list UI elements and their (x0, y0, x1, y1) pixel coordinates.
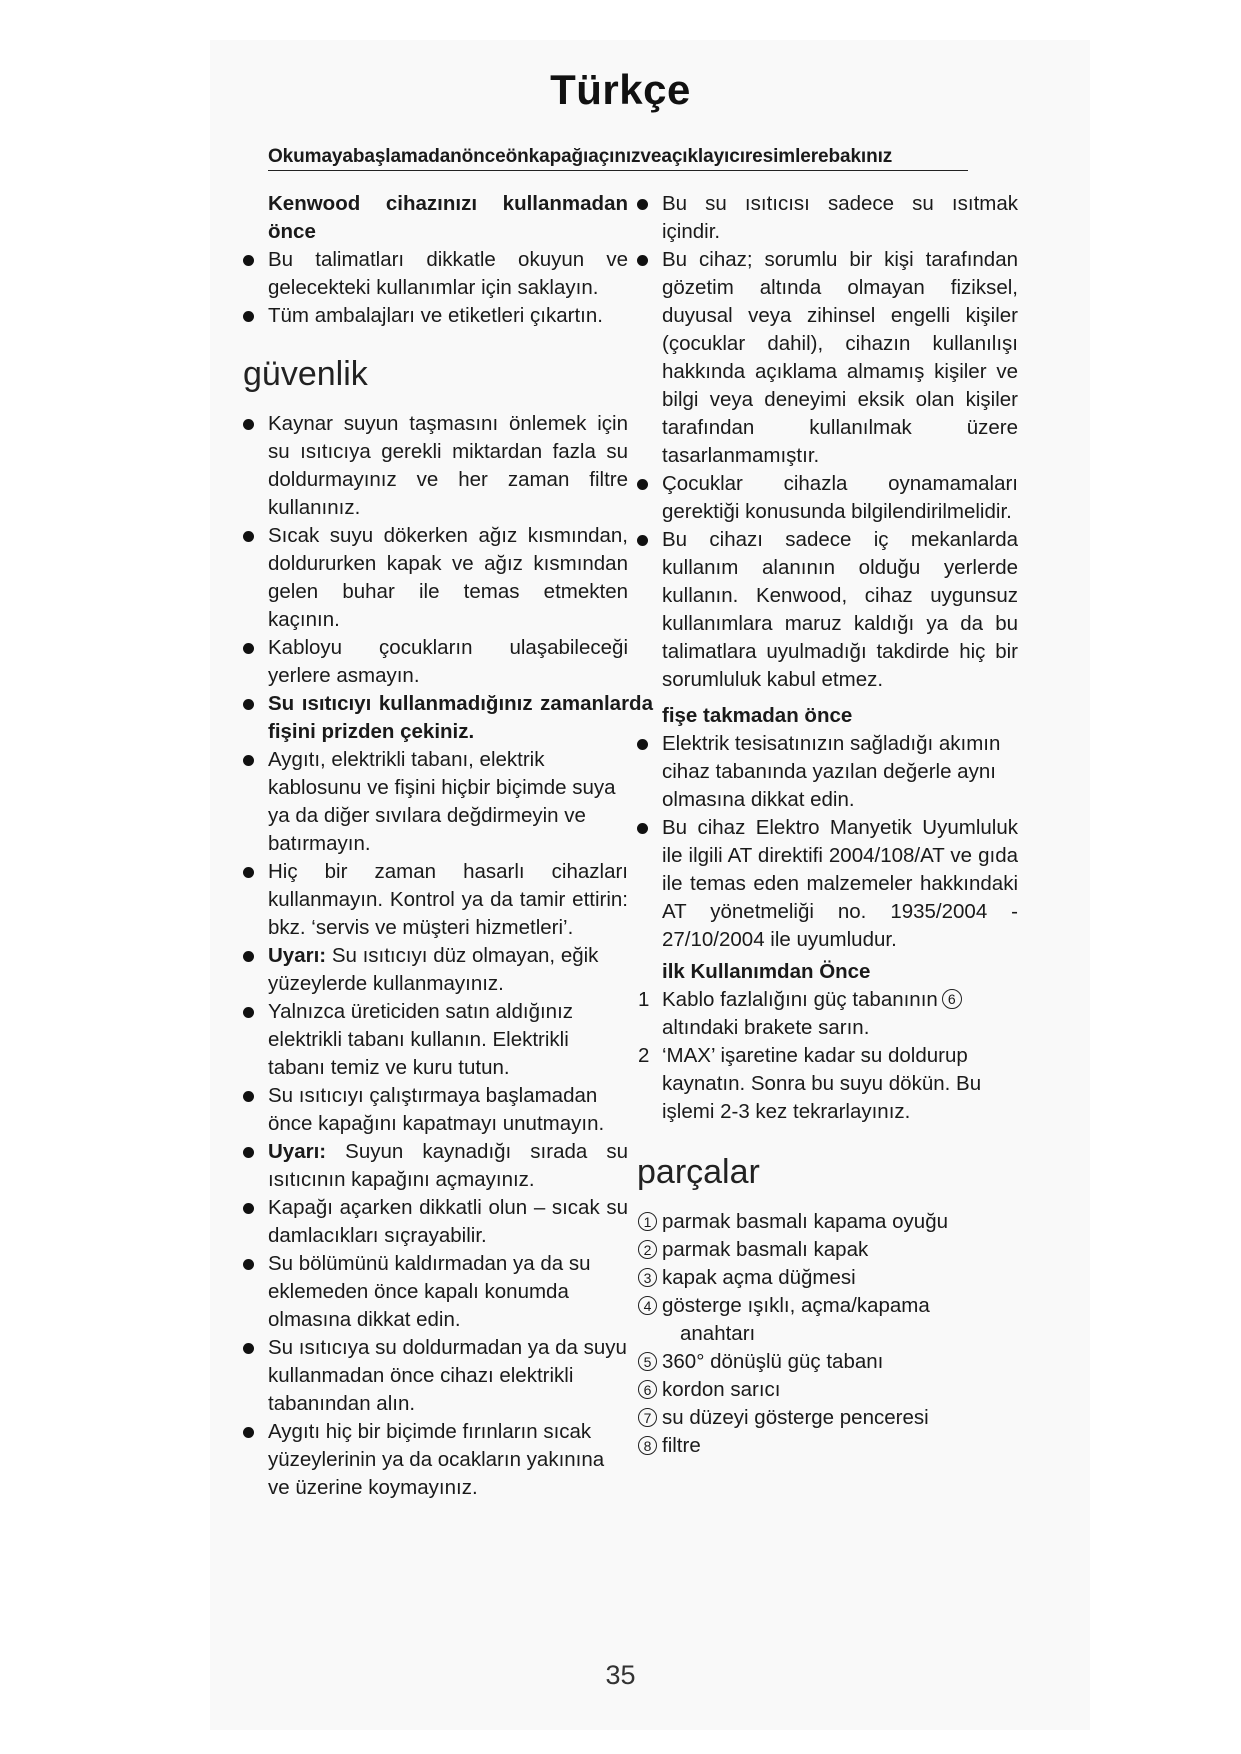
bullet-icon (243, 1343, 254, 1354)
parts-heading: parçalar (637, 1153, 760, 1191)
part-item: 4 gösterge ışıklı, açma/kapama anahtarı (662, 1292, 1018, 1348)
part-item: 6 kordon sarıcı (662, 1376, 1018, 1404)
part-item: 8 filtre (662, 1432, 1018, 1460)
before-plugging-heading: fişe takmadan önce (662, 704, 853, 727)
part-reference: 6 (942, 989, 962, 1009)
bullet-icon (243, 951, 254, 962)
list-item: Bu talimatları dikkatle okuyun ve gelecekteki kullanımlar için saklayın. (268, 246, 628, 302)
list-item: Bu cihaz; sorumlu bir kişi tarafından gözetim altında olmayan fiziksel, duyusal veya zihinsel engelli kişiler (çocuklar dahil), cihazın kullanılışı hakkında açıklama almamış kişiler ve bilgi veya deneyimi eksik olan kişiler tarafından kullanılmak üzere tasarlanmamıştır. (662, 246, 1018, 470)
list-item: Kabloyu çocukların ulaşabileceği yerlere asmayın. (268, 634, 628, 690)
step-number: 2 (638, 1044, 650, 1067)
part-number: 6 (638, 1380, 657, 1399)
part-item: 7 su düzeyi gösterge penceresi (662, 1404, 1018, 1432)
bullet-icon (243, 1147, 254, 1158)
part-number: 7 (638, 1408, 657, 1427)
part-item: 1 parmak basmalı kapama oyuğu (662, 1208, 1018, 1236)
bullet-icon (243, 1007, 254, 1018)
list-item: Su ısıtıcıyı çalıştırmaya başlamadan önce kapağını kapatmayı unutmayın. (268, 1082, 628, 1138)
first-use-heading: ilk Kullanımdan Önce (662, 960, 871, 983)
list-item: Çocuklar cihazla oynamamaları gerektiği konusunda bilgilendirilmelidir. (662, 470, 1018, 526)
list-item: Aygıtı, elektrikli tabanı, elektrik kablosunu ve fişini hiçbir biçimde suya ya da diğer sıvılara değdirmeyin ve batırmayın. (268, 746, 628, 858)
part-number: 2 (638, 1240, 657, 1259)
parts-list (643, 1208, 1018, 1460)
bullet-icon (243, 699, 254, 710)
part-item: 5 360° dönüşlü güç tabanı (662, 1348, 1018, 1376)
right-column (637, 190, 1018, 1460)
list-item: Tüm ambalajları ve etiketleri çıkartın. (268, 302, 628, 330)
step-item: 1 Kablo fazlalığını güç tabanının 6 altındaki brakete sarın. (662, 986, 1018, 1042)
bullet-icon (637, 739, 648, 750)
bullet-icon (243, 1259, 254, 1270)
list-item: Su ısıtıcıyı kullanmadığınız zamanlarda fişini prizden çekiniz. (268, 690, 653, 746)
bullet-icon (243, 1091, 254, 1102)
bullet-icon (243, 1427, 254, 1438)
before-use-heading: Kenwood cihazınızı kullanmadan önce (268, 192, 628, 243)
list-item: Aygıtı hiç bir biçimde fırınların sıcak yüzeylerinin ya da ocakların yakınına ve üzerine koymayınız. (268, 1418, 628, 1502)
step-item: 2 ‘MAX’ işaretine kadar su doldurup kaynatın. Sonra bu suyu dökün. Bu işlemi 2-3 kez tekrarlayınız. (638, 1044, 982, 1123)
bullet-icon (637, 479, 648, 490)
bullet-icon (243, 531, 254, 542)
list-item: Bu su ısıtıcısı sadece su ısıtmak içindir. (662, 190, 1018, 246)
list-item: Su bölümünü kaldırmadan ya da su eklemeden önce kapalı konumda olmasına dikkat edin. (268, 1250, 628, 1334)
part-number: 4 (638, 1296, 657, 1315)
list-item: Hiç bir zaman hasarlı cihazları kullanmayın. Kontrol ya da tamir ettirin: bkz. ‘servis ve müşteri hizmetleri’. (268, 858, 628, 942)
part-item: 3 kapak açma düğmesi (662, 1264, 1018, 1292)
page-number: 35 (605, 1660, 636, 1690)
bullet-icon (243, 867, 254, 878)
part-item: 2 parmak basmalı kapak (662, 1236, 1018, 1264)
step-number: 1 (638, 988, 650, 1011)
bullet-icon (243, 419, 254, 430)
list-item: Elektrik tesisatınızın sağladığı akımın cihaz tabanında yazılan değerle aynı olmasına dikkat edin. (662, 730, 1018, 814)
bullet-icon (243, 311, 254, 322)
list-item: Bu cihaz Elektro Manyetik Uyumluluk ile ilgili AT direktifi 2004/108/AT ve gıda ile temas eden malzemeler hakkındaki AT yönetmeliği no. 1935/2004 - 27/10/2004 ile uyumludur. (662, 814, 1018, 954)
safety-list (268, 410, 653, 1502)
page-title: Türkçe (550, 66, 691, 113)
list-item: Kaynar suyun taşmasını önlemek için su ısıtıcıya gerekli miktardan fazla su doldurmayınız ve her zaman filtre kullanınız. (268, 410, 628, 522)
list-item: Uyarı: Su ısıtıcıyı düz olmayan, eğik yüzeylerde kullanmayınız. (268, 942, 628, 998)
bullet-icon (637, 535, 648, 546)
warning-label: Uyarı: (268, 1140, 327, 1163)
first-use-steps (638, 986, 1018, 1126)
bullet-icon (243, 755, 254, 766)
part-number: 3 (638, 1268, 657, 1287)
list-item: Su ısıtıcıya su doldurmadan ya da suyu kullanmadan önce cihazı elektrikli tabanından alın. (268, 1334, 628, 1418)
before-use-list (268, 246, 628, 330)
safety-list-continued (662, 190, 1018, 694)
list-item: Bu cihazı sadece iç mekanlarda kullanım alanının olduğu yerlerde kullanın. Kenwood, cihaz uygunsuz kullanımlara maruz kaldığı ya da bu talimatlara uyulmadığı takdirde hiç bir sorumluluk kabul etmez. (662, 526, 1018, 694)
part-number: 5 (638, 1352, 657, 1371)
bullet-icon (243, 1203, 254, 1214)
bullet-icon (243, 255, 254, 266)
cover-instruction: Okumayabaşlamadanönceönkapağıaçınızveaçıklayıcıresimlerebakınız (268, 146, 968, 171)
safety-heading: güvenlik (243, 355, 368, 393)
bullet-icon (637, 823, 648, 834)
part-number: 8 (638, 1436, 657, 1455)
list-item: Kapağı açarken dikkatli olun – sıcak su damlacıkları sıçrayabilir. (268, 1194, 628, 1250)
bullet-icon (637, 199, 648, 210)
list-item: Yalnızca üreticiden satın aldığınız elektrikli tabanı kullanın. Elektrikli tabanı temiz ve kuru tutun. (268, 998, 628, 1082)
list-item: Uyarı: Suyun kaynadığı sırada su ısıtıcının kapağını açmayınız. (268, 1138, 628, 1194)
bullet-icon (243, 643, 254, 654)
bullet-icon (637, 255, 648, 266)
left-column (243, 190, 653, 1502)
warning-label: Uyarı: (268, 944, 327, 967)
list-item: Sıcak suyu dökerken ağız kısmından, doldururken kapak ve ağız kısmından gelen buhar ile temas etmekten kaçının. (268, 522, 628, 634)
part-number: 1 (638, 1212, 657, 1231)
before-plugging-list (662, 730, 1018, 954)
